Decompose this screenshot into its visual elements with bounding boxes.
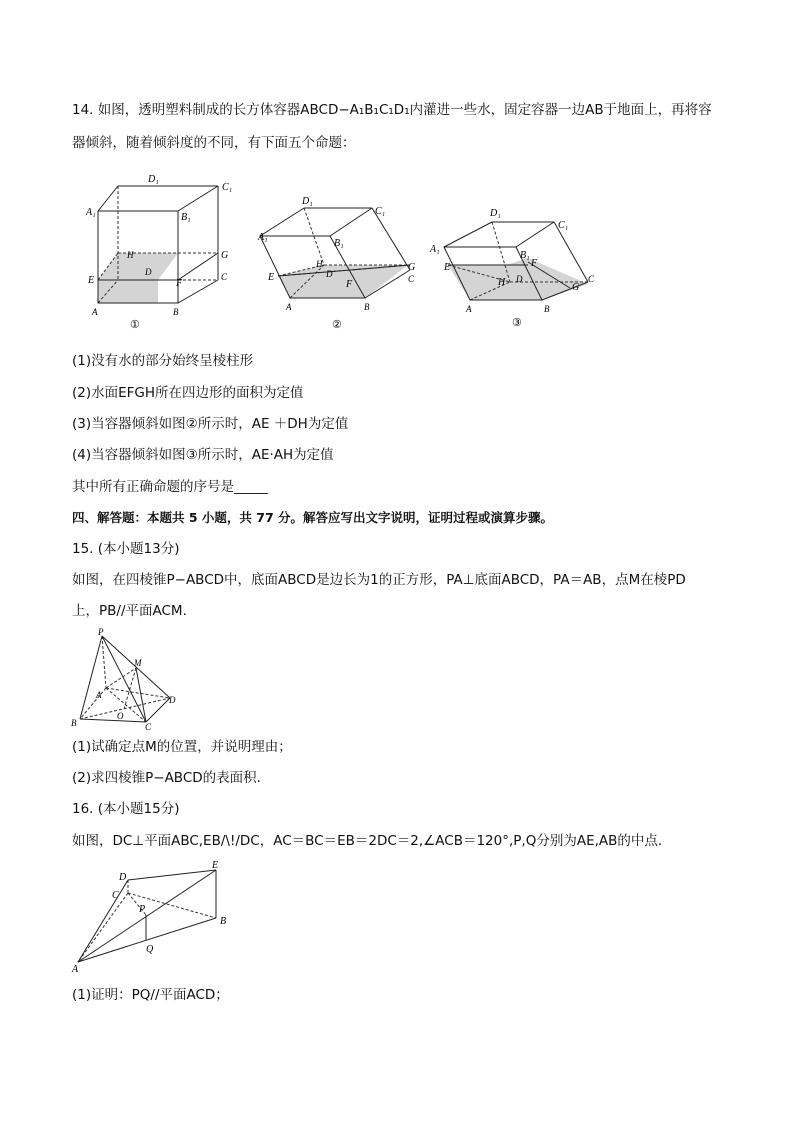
q15-header: 15. (本小题13分) [72,541,180,557]
svg-text:D₁: D₁ [490,208,501,219]
svg-text:B₁: B₁ [181,212,191,223]
svg-text:②: ② [332,319,342,331]
svg-text:D: D [326,269,333,279]
svg-text:D₁: D₁ [302,196,313,207]
q15-part-2: (2)求四棱锥P−ABCD的表面积. [72,770,261,786]
q14-figure-2 [260,188,435,338]
svg-text:E: E [212,860,219,871]
svg-text:B: B [364,302,370,312]
svg-text:C: C [588,274,595,284]
svg-text:H: H [316,259,323,269]
svg-text:D: D [145,267,152,277]
svg-text:C₁: C₁ [222,182,233,193]
q14-statement-3: (3)当容器倾斜如图②所示时，AE ＋DH为定值 [72,416,349,432]
svg-text:F: F [531,258,538,269]
q16-header: 16. (本小题15分) [72,801,180,817]
svg-text:D: D [516,274,523,284]
svg-text:A: A [72,964,79,975]
svg-text:P: P [139,904,146,915]
q16-figure [66,858,236,974]
svg-text:B: B [220,916,227,927]
svg-text:G: G [408,262,416,273]
svg-text:D₁: D₁ [148,174,159,185]
svg-text:A: A [92,307,98,317]
svg-text:B: B [173,307,179,317]
svg-text:③: ③ [512,317,522,329]
q14-figure-1 [80,168,250,334]
q15-part-1: (1)试确定点M的位置，并说明理由； [72,739,292,755]
svg-text:C: C [112,890,119,901]
svg-text:A: A [286,302,292,312]
svg-text:A₁: A₁ [258,232,268,243]
q15-stem-line2: 上，PB//平面ACM. [72,603,187,619]
q15-figure-pyramid [70,626,185,732]
q14-answer-prompt: 其中所有正确命题的序号是_____ [72,479,268,495]
q14-statement-2: (2)水面EFGH所在四边形的面积为定值 [72,385,304,401]
svg-text:G: G [221,250,229,261]
svg-text:M: M [134,658,142,668]
svg-text:Q: Q [146,944,154,955]
svg-text:C₁: C₁ [558,220,569,231]
svg-text:B: B [71,718,77,728]
q15-stem-line1: 如图，在四棱锥P−ABCD中，底面ABCD是边长为1的正方形，PA⊥底面ABCD，PA＝AB，点M在棱PD [72,572,686,588]
svg-text:B₁: B₁ [520,250,530,261]
svg-text:A₁: A₁ [86,207,96,218]
q16-stem-line1: 如图，DC⊥平面ABC,EB/\!/DC，AC＝BC＝EB＝2DC＝2,∠ACB＝120°,P,Q分别为AE,AB的中点. [72,833,663,849]
section-heading: 四、解答题：本题共 5 小题，共 77 分。解答应写出文字说明，证明过程或演算步骤。 [72,510,554,525]
svg-text:H: H [498,277,506,288]
svg-text:F: F [176,278,183,289]
q14-statement-4: (4)当容器倾斜如图③所示时，AE·AH为定值 [72,447,334,463]
svg-text:B: B [544,304,550,314]
svg-text:H: H [127,250,134,260]
svg-text:C: C [221,272,228,282]
svg-text:E: E [444,262,451,273]
q14-stem-line1: 14. 如图，透明塑料制成的长方体容器ABCD−A₁B₁C₁D₁内灌进一些水，固定容器一边AB于地面上，再将容 [72,102,712,118]
svg-text:C₁: C₁ [375,206,386,217]
q14-stem-line2: 器倾斜，随着倾斜度的不同，有下面五个命题： [72,135,356,151]
svg-text:D: D [119,872,127,883]
svg-text:G: G [572,282,580,293]
svg-text:F: F [346,279,353,290]
svg-text:E: E [268,272,275,283]
svg-text:O: O [117,711,124,721]
q16-part-1: (1)证明：PQ//平面ACD； [72,987,229,1003]
svg-text:B₁: B₁ [334,238,344,249]
svg-text:P: P [98,627,104,637]
q14-figure-3 [430,200,605,335]
svg-text:A: A [96,690,102,700]
svg-text:A₁: A₁ [430,244,440,255]
svg-text:C: C [145,722,152,732]
svg-text:A: A [466,304,472,314]
q14-statement-1: (1)没有水的部分始终呈棱柱形 [72,353,254,369]
svg-text:D: D [169,695,176,705]
svg-text:C: C [408,274,415,284]
svg-text:E: E [88,275,95,286]
svg-text:①: ① [130,319,140,331]
